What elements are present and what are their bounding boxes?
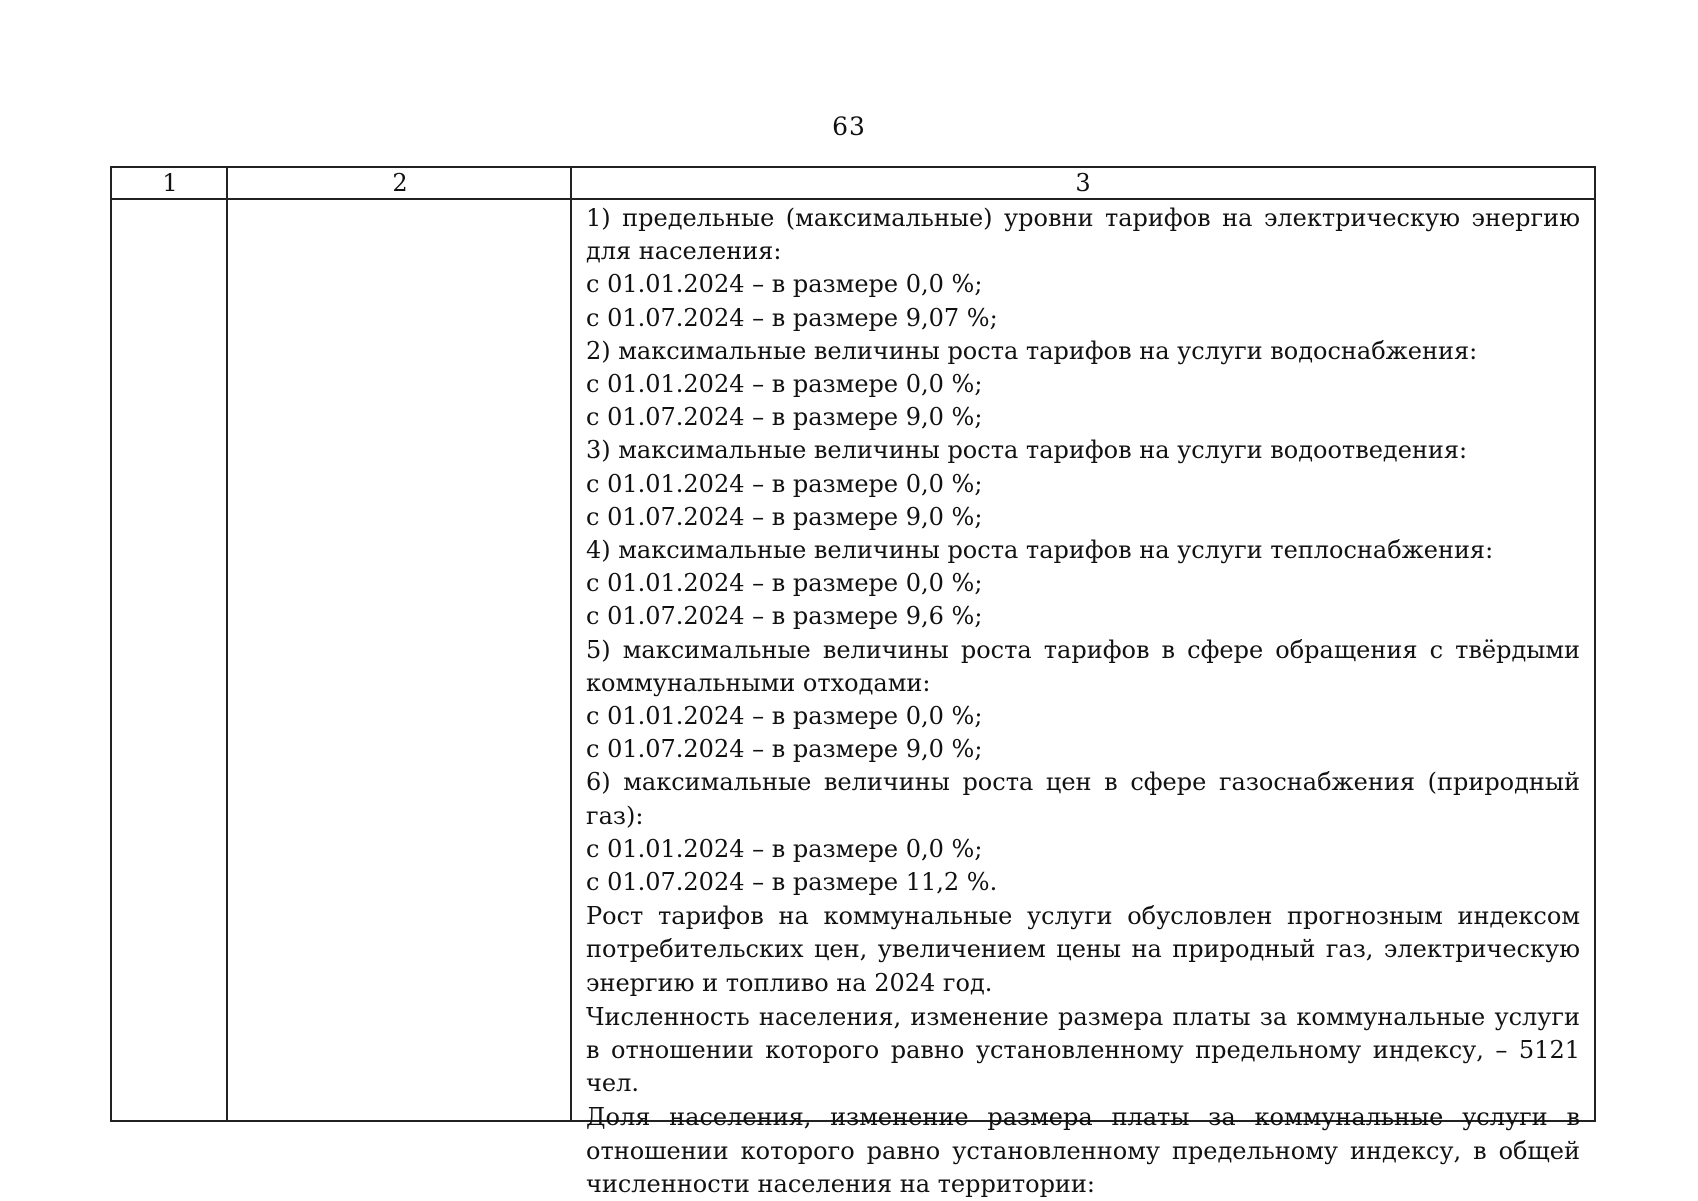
text-line: с 01.01.2024 – в размере 0,0 %;	[586, 270, 983, 299]
header-cell-1: 1	[162, 169, 178, 197]
text-line: с 01.07.2024 – в размере 9,07 %;	[586, 303, 998, 332]
page-number: 63	[832, 112, 866, 141]
paragraph-water-disposal: 3) максимальные величины роста тарифов на услуги водоотведения:	[586, 436, 1468, 465]
paragraph-water-supply: 2) максимальные величины роста тарифов на услуги водоснабжения:	[586, 336, 1478, 365]
text-line: с 01.01.2024 – в размере 0,0 %;	[586, 834, 983, 863]
text-line: с 01.01.2024 – в размере 0,0 %;	[586, 370, 983, 399]
text-line: с 01.07.2024 – в размере 9,0 %;	[586, 502, 983, 531]
table-header-row	[112, 168, 1594, 200]
header-cell-2: 2	[392, 169, 408, 197]
text-line: с 01.01.2024 – в размере 0,0 %;	[586, 702, 983, 731]
text-line: с 01.07.2024 – в размере 9,6 %;	[586, 602, 983, 631]
column-divider-2	[570, 168, 572, 1120]
paragraph-solid-waste: 5) максимальные величины роста тарифов в сфере обращения с твёрдыми коммунальными отходами:	[586, 635, 1580, 697]
text-line: с 01.07.2024 – в размере 11,2 %.	[586, 868, 998, 897]
document-table	[110, 166, 1596, 1198]
text-line: с 01.07.2024 – в размере 9,0 %;	[586, 403, 983, 432]
paragraph-population-count: Численность населения, изменение размера платы за коммунальные услуги в отношении которого равно установленному предельному индексу, – 5121 чел.	[586, 1002, 1580, 1098]
paragraph-gas-supply: 6) максимальные величины роста цен в сфере газоснабжения (природный газ):	[586, 768, 1580, 830]
text-line: с 01.07.2024 – в размере 9,0 %;	[586, 735, 983, 764]
paragraph-electricity: 1) предельные (максимальные) уровни тарифов на электрическую энергию для населения:	[586, 204, 1580, 266]
paragraph-growth-reason: Рост тарифов на коммунальные услуги обусловлен прогнозным индексом потребительских цен, увеличением цены на природный газ, электрическую энергию и топливо на 2024 год.	[586, 902, 1580, 997]
paragraph-population-share: Доля населения, изменение размера платы за коммунальные услуги в отношении которого равно установленному предельному индексу, в общей численности населения на территории:	[586, 1103, 1580, 1198]
column-divider-1	[226, 168, 228, 1120]
text-line: с 01.01.2024 – в размере 0,0 %;	[586, 569, 983, 598]
text-line: с 01.01.2024 – в размере 0,0 %;	[586, 469, 983, 498]
paragraph-heat-supply: 4) максимальные величины роста тарифов на услуги теплоснабжения:	[586, 536, 1494, 565]
header-cell-3: 3	[1075, 169, 1091, 197]
table-cell-column-3	[586, 202, 1580, 1201]
